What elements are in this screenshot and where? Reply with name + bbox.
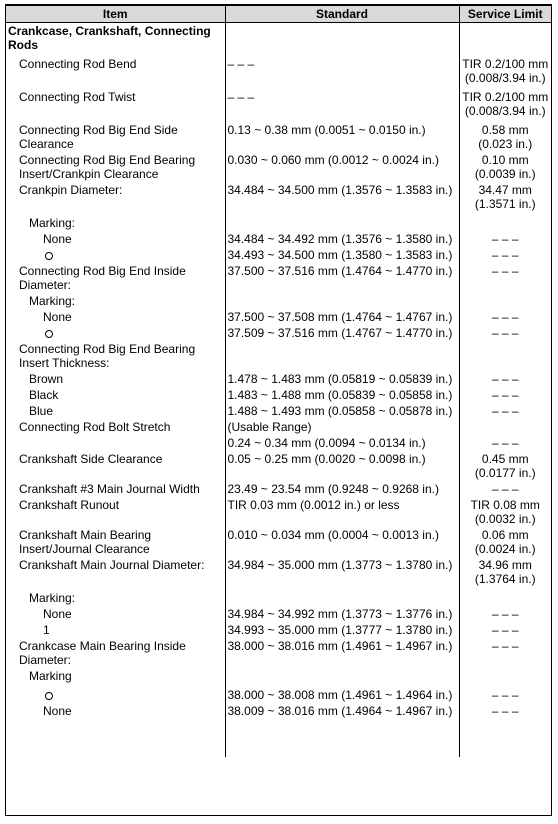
limit-cell: – – – (459, 638, 551, 668)
table-row (6, 497, 551, 527)
circle-mark-icon (45, 330, 53, 338)
table-row (6, 182, 551, 212)
item-cell: Connecting Rod Big End Bearing Insert Thickness: (6, 341, 225, 371)
limit-cell: TIR 0.2/100 mm (0.008/3.94 in.) (459, 89, 551, 119)
standard-cell: TIR 0.03 mm (0.0012 in.) or less (225, 497, 459, 527)
standard-cell: 0.24 ~ 0.34 mm (0.0094 ~ 0.0134 in.) (225, 435, 459, 451)
limit-cell: 0.58 mm (0.023 in.) (459, 122, 551, 152)
table-row (6, 622, 551, 638)
section-title: Crankcase, Crankshaft, Connecting Rods (6, 23, 225, 54)
circle-mark-icon (45, 692, 53, 700)
header-item: Item (6, 6, 225, 23)
item-cell: Crankshaft Main Journal Diameter: (6, 557, 225, 587)
item-cell: None (6, 703, 225, 719)
table-row (6, 309, 551, 325)
standard-cell: 0.010 ~ 0.034 mm (0.0004 ~ 0.0013 in.) (225, 527, 459, 557)
standard-cell: 0.030 ~ 0.060 mm (0.0012 ~ 0.0024 in.) (225, 152, 459, 182)
table-row (6, 451, 551, 481)
standard-cell: 1.478 ~ 1.483 mm (0.05819 ~ 0.05839 in.) (225, 371, 459, 387)
header-standard: Standard (225, 6, 459, 23)
standard-cell: 0.05 ~ 0.25 mm (0.0020 ~ 0.0098 in.) (225, 451, 459, 481)
table-row (6, 122, 551, 152)
table-row (6, 263, 551, 293)
table-row (6, 56, 551, 86)
standard-cell: 34.993 ~ 35.000 mm (1.3777 ~ 1.3780 in.) (225, 622, 459, 638)
item-cell: Connecting Rod Twist (6, 89, 225, 119)
item-cell: 1 (6, 622, 225, 638)
limit-cell: – – – (459, 325, 551, 341)
item-cell: Crankpin Diameter: (6, 182, 225, 212)
standard-cell: 34.984 ~ 35.000 mm (1.3773 ~ 1.3780 in.) (225, 557, 459, 587)
item-cell (6, 687, 225, 703)
limit-cell: – – – (459, 263, 551, 293)
limit-cell: 0.45 mm (0.0177 in.) (459, 451, 551, 481)
standard-cell: – – – (225, 56, 459, 86)
item-cell: None (6, 231, 225, 247)
item-cell: Crankshaft Main Bearing Insert/Journal Clearance (6, 527, 225, 557)
table-row (6, 89, 551, 119)
item-cell: None (6, 606, 225, 622)
standard-cell: – – – (225, 89, 459, 119)
standard-cell: (Usable Range) (225, 419, 459, 435)
limit-cell: 34.96 mm (1.3764 in.) (459, 557, 551, 587)
standard-cell: 1.483 ~ 1.488 mm (0.05839 ~ 0.05858 in.) (225, 387, 459, 403)
standard-cell: 34.493 ~ 34.500 mm (1.3580 ~ 1.3583 in.) (225, 247, 459, 263)
limit-cell: – – – (459, 687, 551, 703)
standard-cell: 34.484 ~ 34.500 mm (1.3576 ~ 1.3583 in.) (225, 182, 459, 212)
table-row (6, 247, 551, 263)
item-cell: None (6, 309, 225, 325)
spec-table (6, 5, 551, 757)
table-row (6, 557, 551, 587)
table-row (6, 341, 551, 371)
limit-cell: – – – (459, 309, 551, 325)
item-cell: Marking: (6, 215, 225, 231)
item-cell: Crankshaft #3 Main Journal Width (6, 481, 225, 497)
standard-cell: 38.000 ~ 38.008 mm (1.4961 ~ 1.4964 in.) (225, 687, 459, 703)
header-service-limit: Service Limit (459, 6, 551, 23)
table-row (6, 325, 551, 341)
table-row (6, 606, 551, 622)
table-row (6, 481, 551, 497)
table-row (6, 387, 551, 403)
item-cell: Crankshaft Side Clearance (6, 451, 225, 481)
table-row (6, 231, 551, 247)
item-cell: Marking: (6, 293, 225, 309)
limit-cell: – – – (459, 231, 551, 247)
standard-cell: 0.13 ~ 0.38 mm (0.0051 ~ 0.0150 in.) (225, 122, 459, 152)
table-row (6, 152, 551, 182)
table-row (6, 215, 551, 231)
standard-cell: 38.009 ~ 38.016 mm (1.4964 ~ 1.4967 in.) (225, 703, 459, 719)
table-row (6, 687, 551, 703)
standard-cell: 34.484 ~ 34.492 mm (1.3576 ~ 1.3580 in.) (225, 231, 459, 247)
standard-cell: 37.500 ~ 37.508 mm (1.4764 ~ 1.4767 in.) (225, 309, 459, 325)
table-row (6, 403, 551, 419)
table-row (6, 371, 551, 387)
item-cell: Blue (6, 403, 225, 419)
table-row (6, 703, 551, 719)
item-cell: Connecting Rod Big End Bearing Insert/Crankpin Clearance (6, 152, 225, 182)
limit-cell: – – – (459, 606, 551, 622)
limit-cell: 0.10 mm (0.0039 in.) (459, 152, 551, 182)
limit-cell: – – – (459, 703, 551, 719)
section-row (6, 23, 551, 54)
table-row (6, 293, 551, 309)
limit-cell: – – – (459, 387, 551, 403)
table-row (6, 638, 551, 668)
item-cell: Marking: (6, 590, 225, 606)
item-cell: Crankcase Main Bearing Inside Diameter: (6, 638, 225, 668)
table-row (6, 435, 551, 451)
limit-cell: 34.47 mm (1.3571 in.) (459, 182, 551, 212)
item-cell (6, 325, 225, 341)
item-cell (6, 247, 225, 263)
item-cell: Connecting Rod Big End Inside Diameter: (6, 263, 225, 293)
standard-cell: 34.984 ~ 34.992 mm (1.3773 ~ 1.3776 in.) (225, 606, 459, 622)
table-row (6, 590, 551, 606)
standard-cell: 38.000 ~ 38.016 mm (1.4961 ~ 1.4967 in.) (225, 638, 459, 668)
item-cell: Crankshaft Runout (6, 497, 225, 527)
spec-table-frame (5, 4, 552, 816)
table-row (6, 527, 551, 557)
standard-cell: 37.509 ~ 37.516 mm (1.4767 ~ 1.4770 in.) (225, 325, 459, 341)
item-cell: Connecting Rod Bolt Stretch (6, 419, 225, 435)
limit-cell: – – – (459, 371, 551, 387)
table-header (6, 6, 551, 23)
item-cell: Connecting Rod Big End Side Clearance (6, 122, 225, 152)
limit-cell: 0.06 mm (0.0024 in.) (459, 527, 551, 557)
limit-cell: – – – (459, 435, 551, 451)
limit-cell: – – – (459, 622, 551, 638)
circle-mark-icon (45, 252, 53, 260)
item-cell: Connecting Rod Bend (6, 56, 225, 86)
standard-cell: 1.488 ~ 1.493 mm (0.05858 ~ 0.05878 in.) (225, 403, 459, 419)
limit-cell: – – – (459, 403, 551, 419)
table-row (6, 668, 551, 684)
standard-cell: 23.49 ~ 23.54 mm (0.9248 ~ 0.9268 in.) (225, 481, 459, 497)
standard-cell: 37.500 ~ 37.516 mm (1.4764 ~ 1.4770 in.) (225, 263, 459, 293)
limit-cell: TIR 0.2/100 mm (0.008/3.94 in.) (459, 56, 551, 86)
limit-cell: – – – (459, 481, 551, 497)
item-cell: Black (6, 387, 225, 403)
limit-cell: – – – (459, 247, 551, 263)
item-cell: Marking (6, 668, 225, 684)
limit-cell: TIR 0.08 mm (0.0032 in.) (459, 497, 551, 527)
table-row (6, 419, 551, 435)
item-cell: Brown (6, 371, 225, 387)
